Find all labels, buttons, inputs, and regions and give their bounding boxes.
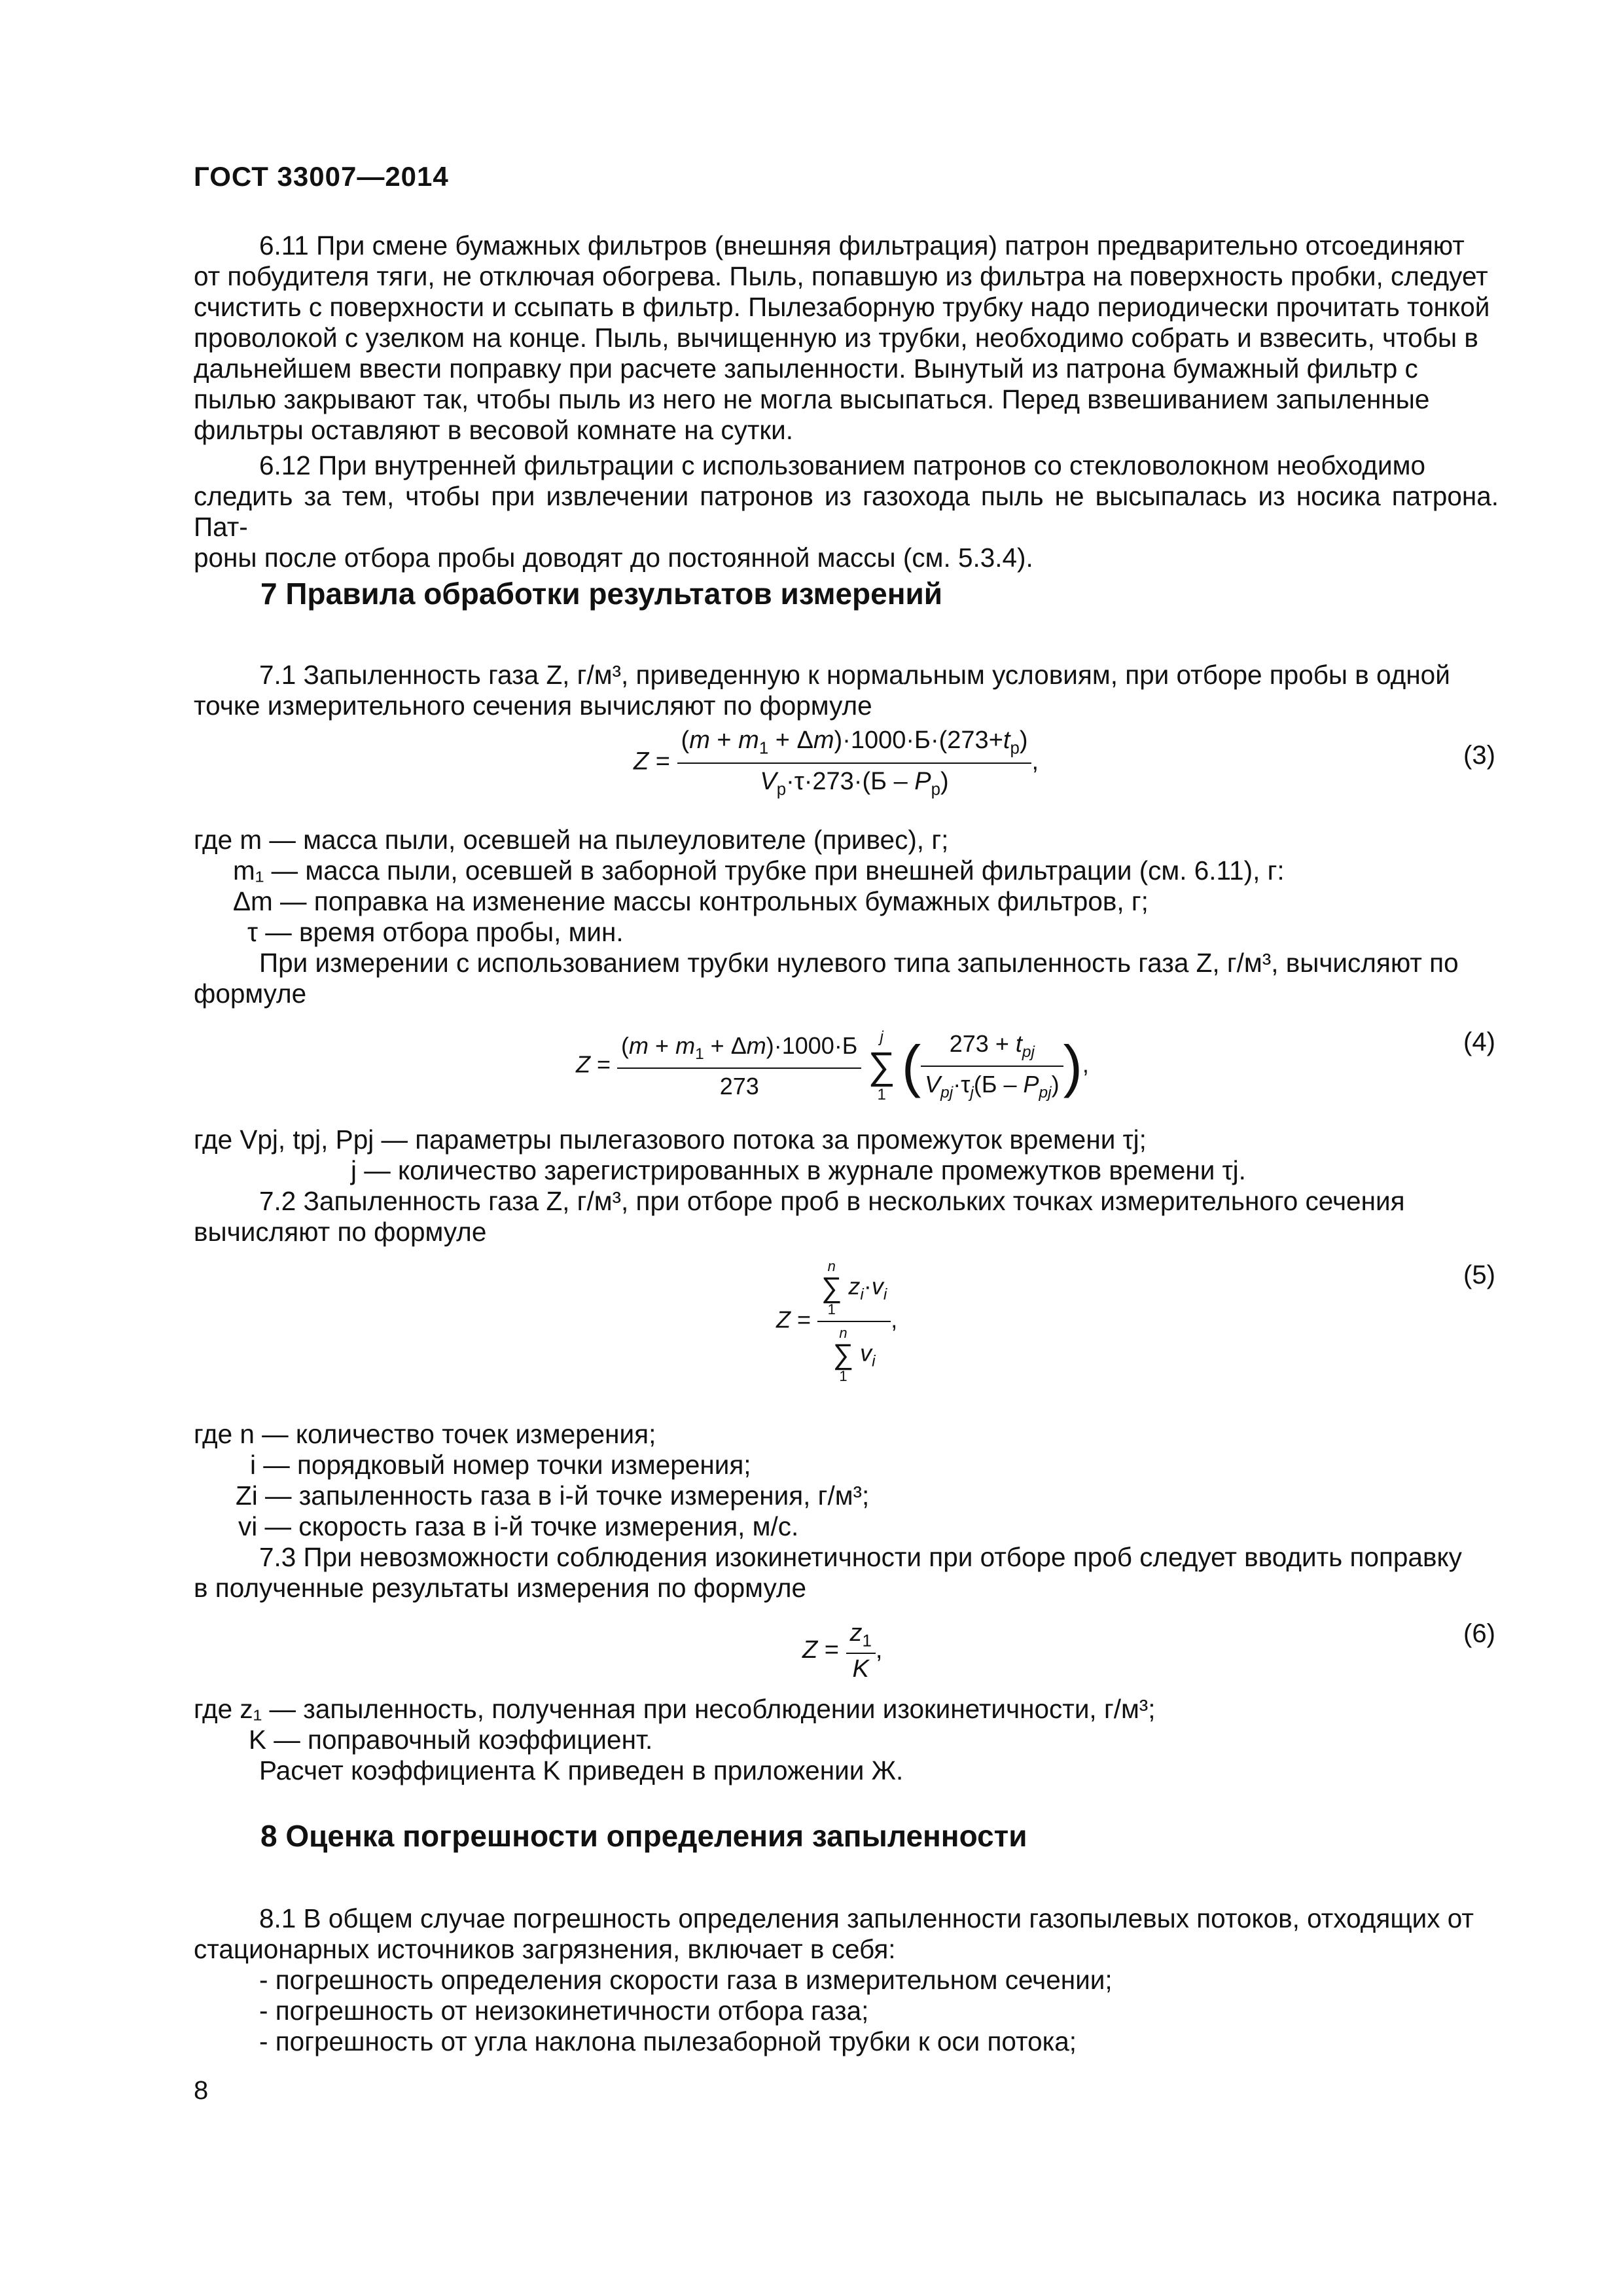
- section-8-heading: 8 Оценка погрешности определения запыленности: [260, 1819, 1027, 1853]
- formula-3-number: (3): [1463, 741, 1495, 770]
- text-line: 6.12 При внутренней фильтрации с использованием патронов со стекловолокном необходимо: [259, 450, 1426, 480]
- legend-line: j — количество зарегистрированных в журнале промежутков времени τj.: [351, 1155, 1246, 1185]
- legend-line: i — порядковый номер точки измерения;: [250, 1450, 751, 1480]
- legend-line: Zi — запыленность газа в i-й точке измерения, г/м³;: [236, 1480, 870, 1511]
- page-number: 8: [194, 2076, 209, 2105]
- formula-3-legend: [194, 825, 1499, 1009]
- legend-line: Δm — поправка на изменение массы контрольных бумажных фильтров, г;: [233, 886, 1149, 916]
- formula-4-legend: [194, 1124, 1499, 1247]
- formula-6-number: (6): [1463, 1619, 1495, 1648]
- list-item: - погрешность определения скорости газа в измерительном сечении;: [259, 1965, 1113, 1995]
- paragraph-8-1: [194, 1903, 1499, 2057]
- formula-5: Z = n ∑ 1 $z_i\cdot v_i$ n ∑ 1 $v_i$ ,: [776, 1258, 898, 1384]
- text-line: 7.2 Запыленность газа Z, г/м³, при отборе проб в нескольких точках измерительного сечения: [259, 1186, 1405, 1216]
- text-line: счистить с поверхности и ссыпать в фильтр. Пылезаборную трубку надо периодически прочитать тонкой: [194, 292, 1490, 322]
- text-line: точке измерительного сечения вычисляют по формуле: [194, 691, 872, 721]
- text-line: проволокой с узелком на конце. Пыль, вычищенную из трубки, необходимо собрать и взвесить, чтобы в: [194, 323, 1478, 353]
- formula-5-number: (5): [1463, 1261, 1495, 1289]
- text-line: вычисляют по формуле: [194, 1217, 487, 1247]
- formula-6-legend: [194, 1694, 1499, 1786]
- text-line: Расчет коэффициента K приведен в приложении Ж.: [259, 1755, 904, 1785]
- legend-line: τ — время отбора пробы, мин.: [247, 917, 624, 947]
- text-line: пылью закрывают так, чтобы пыль из него не могла высыпаться. Перед взвешиванием запыленные: [194, 384, 1430, 414]
- paragraph-6-11: [194, 230, 1499, 446]
- legend-line: где z₁ — запыленность, полученная при несоблюдении изокинетичности, г/м³;: [194, 1694, 1156, 1724]
- list-item: - погрешность от неизокинетичности отбора газа;: [259, 1996, 869, 2026]
- text-line: 6.11 При смене бумажных фильтров (внешняя фильтрация) патрон предварительно отсоединяют: [259, 230, 1465, 260]
- text-line: дальнейшем ввести поправку при расчете запыленности. Вынутый из патрона бумажный фильтр с: [194, 353, 1418, 384]
- text-line: от побудителя тяги, не отключая обогрева. Пыль, попавшую из фильтра на поверхность пробки, следует: [194, 261, 1488, 291]
- formula-4: Z = $\frac{(m + m_1 + \Delta m)\cdot 1000\cdot Б}{273}$ j ∑ 1 ( $\frac{273 + t_{pj}}{V_{pj}\cdot\tau_j(Б - P_{pj})}$ ),: [576, 1028, 1089, 1103]
- text-line: 8.1 В общем случае погрешность определения запыленности газопылевых потоков, отходящих от: [259, 1903, 1474, 1933]
- text-line: 7.1 Запыленность газа Z, г/м³, приведенную к нормальным условиям, при отборе пробы в одной: [259, 660, 1450, 690]
- legend-line: где n — количество точек измерения;: [194, 1419, 656, 1449]
- text-line: в полученные результаты измерения по формуле: [194, 1573, 806, 1603]
- formula-3: Z = $\frac{(m + m_1 + \Delta m)\cdot 1000\cdot Б\cdot(273+t_р)}{V_р\cdot\tau\cdot 273\cdot(Б - P_р)}$ ,: [633, 726, 1039, 799]
- formula-5-legend: [194, 1419, 1499, 1604]
- legend-line: K — поправочный коэффициент.: [249, 1725, 653, 1755]
- legend-line: vi — скорость газа в i-й точке измерения, м/с.: [238, 1511, 799, 1541]
- formula-6: Z = $\frac{z_1}{K}$ ,: [802, 1619, 883, 1683]
- paragraph-7-1: [194, 660, 1499, 721]
- formula-4-number: (4): [1463, 1028, 1495, 1056]
- legend-line: где m — масса пыли, осевшей на пылеуловителе (привес), г;: [194, 825, 949, 855]
- paragraph-6-12: [194, 450, 1499, 573]
- section-7-heading: 7 Правила обработки результатов измерений: [260, 577, 943, 611]
- legend-line: где Vpj, tpj, Ppj — параметры пылегазового потока за промежуток времени τj;: [194, 1124, 1147, 1155]
- text-line: формуле: [194, 978, 307, 1009]
- text-line: следить за тем, чтобы при извлечении патронов из газохода пыль не высыпалась из носика патрона. Пат-: [194, 481, 1499, 542]
- text-line: стационарных источников загрязнения, включает в себя:: [194, 1934, 896, 1964]
- text-line: фильтры оставляют в весовой комнате на сутки.: [194, 415, 794, 445]
- text-line: роны после отбора пробы доводят до постоянной массы (см. 5.3.4).: [194, 543, 1033, 573]
- text-line: При измерении с использованием трубки нулевого типа запыленность газа Z, г/м³, вычисляют по: [259, 948, 1459, 978]
- list-item: - погрешность от угла наклона пылезаборной трубки к оси потока;: [259, 2026, 1077, 2056]
- legend-line: m₁ — масса пыли, осевшей в заборной трубке при внешней фильтрации (см. 6.11), г:: [233, 855, 1285, 886]
- standard-header: ГОСТ 33007—2014: [194, 161, 449, 192]
- text-line: 7.3 При невозможности соблюдения изокинетичности при отборе проб следует вводить поправку: [259, 1542, 1462, 1572]
